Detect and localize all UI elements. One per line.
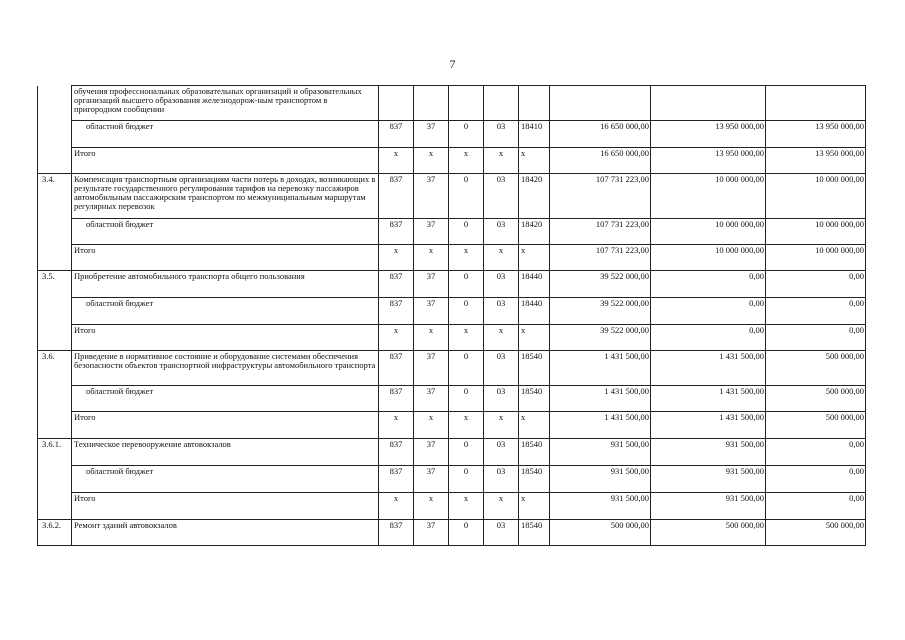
- row-name: Приобретение автомобильного транспорта общего пользования: [72, 271, 379, 298]
- code-pr: x: [414, 148, 449, 174]
- code-gr: 837: [379, 271, 414, 298]
- table-row: [38, 493, 866, 520]
- table-row: [38, 174, 866, 219]
- amount-3: 0,00: [766, 298, 866, 325]
- table-row: [38, 466, 866, 493]
- code-pp: 0: [449, 439, 484, 466]
- amount-3: 500 000,00: [766, 386, 866, 412]
- table-row: [38, 412, 866, 439]
- code-pp: 0: [449, 386, 484, 412]
- page-number: 7: [449, 57, 456, 71]
- code-csr: 18540: [519, 351, 550, 386]
- code-sub: x: [484, 325, 519, 351]
- code-csr: 18540: [519, 439, 550, 466]
- code-pp: x: [449, 325, 484, 351]
- amount-3: 10 000 000,00: [766, 245, 866, 271]
- table-row: [38, 148, 866, 174]
- row-name: Итого: [72, 412, 379, 439]
- code-pr: 37: [414, 298, 449, 325]
- code-sub: 03: [484, 298, 519, 325]
- code-pr: 37: [414, 386, 449, 412]
- amount-2: 13 950 000,00: [651, 121, 766, 148]
- row-name: Ремонт зданий автовокзалов: [72, 520, 379, 546]
- amount-2: 1 431 500,00: [651, 351, 766, 386]
- amount-1: 107 731 223,00: [550, 174, 651, 219]
- code-sub: 03: [484, 219, 519, 245]
- row-name: Приведение в нормативное состояние и оборудование системами обеспечения безопасности объектов транспортной инфраструктуры автомобильного транспорта: [72, 351, 379, 386]
- table-row: [38, 121, 866, 148]
- amount-2: 10 000 000,00: [651, 245, 766, 271]
- amount-3: 10 000 000,00: [766, 219, 866, 245]
- code-gr: 837: [379, 174, 414, 219]
- table-body: [38, 86, 866, 546]
- row-name: Компенсация транспортным организациям части потерь в доходах, возникающих в результате государственного регулирования тарифов на перевозку пассажиров автомобильным пассажирским транспортом по межмуниципальным маршрутам регулярных перевозок: [72, 174, 379, 219]
- amount-2: 500 000,00: [651, 520, 766, 546]
- row-name: обучения профессиональных образовательных организаций и образовательных организаций высшего образования железнодорож-ным транспортом в пригородном сообщении: [72, 86, 379, 121]
- amount-3: 500 000,00: [766, 412, 866, 439]
- code-gr: x: [379, 493, 414, 520]
- code-pp: [449, 86, 484, 121]
- amount-2: 931 500,00: [651, 466, 766, 493]
- code-pp: 0: [449, 466, 484, 493]
- code-csr: x: [519, 148, 550, 174]
- amount-1: [550, 86, 651, 121]
- row-name: областной бюджет: [72, 298, 379, 325]
- amount-1: 16 650 000,00: [550, 121, 651, 148]
- code-pr: 37: [414, 439, 449, 466]
- code-pr: 37: [414, 351, 449, 386]
- code-sub: 03: [484, 351, 519, 386]
- table-row: [38, 271, 866, 298]
- row-index: 3.5.: [38, 271, 72, 298]
- code-pp: 0: [449, 121, 484, 148]
- amount-1: 1 431 500,00: [550, 386, 651, 412]
- code-sub: 03: [484, 466, 519, 493]
- amount-1: 39 522 000,00: [550, 298, 651, 325]
- code-pp: x: [449, 245, 484, 271]
- code-pr: 37: [414, 174, 449, 219]
- code-gr: 837: [379, 219, 414, 245]
- code-gr: x: [379, 148, 414, 174]
- amount-2: 10 000 000,00: [651, 219, 766, 245]
- table-row: [38, 245, 866, 271]
- code-gr: x: [379, 412, 414, 439]
- row-name: Итого: [72, 148, 379, 174]
- code-gr: 837: [379, 520, 414, 546]
- code-csr: 18540: [519, 386, 550, 412]
- table-row: [38, 386, 866, 412]
- amount-2: 1 431 500,00: [651, 386, 766, 412]
- amount-1: 1 431 500,00: [550, 412, 651, 439]
- amount-1: 39 522 000,00: [550, 271, 651, 298]
- code-pr: 37: [414, 121, 449, 148]
- row-index: [38, 121, 72, 148]
- row-name: Техническое перевооружение автовокзалов: [72, 439, 379, 466]
- row-name: Итого: [72, 493, 379, 520]
- amount-2: 0,00: [651, 271, 766, 298]
- code-sub: x: [484, 493, 519, 520]
- amount-3: 0,00: [766, 271, 866, 298]
- amount-3: 0,00: [766, 493, 866, 520]
- row-index: 3.6.2.: [38, 520, 72, 546]
- code-csr: 18540: [519, 466, 550, 493]
- code-csr: 18420: [519, 174, 550, 219]
- amount-2: 931 500,00: [651, 439, 766, 466]
- code-csr: 18420: [519, 219, 550, 245]
- code-sub: x: [484, 412, 519, 439]
- budget-table: [37, 85, 866, 546]
- amount-2: 931 500,00: [651, 493, 766, 520]
- table-row: [38, 86, 866, 121]
- code-pr: [414, 86, 449, 121]
- amount-3: 500 000,00: [766, 520, 866, 546]
- code-pp: x: [449, 493, 484, 520]
- row-index: [38, 386, 72, 412]
- code-csr: 18540: [519, 520, 550, 546]
- amount-2: 0,00: [651, 298, 766, 325]
- code-sub: [484, 86, 519, 121]
- code-pp: 0: [449, 351, 484, 386]
- code-csr: x: [519, 493, 550, 520]
- amount-3: 0,00: [766, 439, 866, 466]
- code-pp: x: [449, 412, 484, 439]
- amount-1: 107 731 223,00: [550, 219, 651, 245]
- amount-2: [651, 86, 766, 121]
- code-pp: 0: [449, 174, 484, 219]
- amount-3: 10 000 000,00: [766, 174, 866, 219]
- row-name: областной бюджет: [72, 219, 379, 245]
- amount-1: 39 522 000,00: [550, 325, 651, 351]
- amount-1: 931 500,00: [550, 493, 651, 520]
- amount-1: 16 650 000,00: [550, 148, 651, 174]
- row-index: [38, 493, 72, 520]
- row-index: [38, 86, 72, 121]
- code-csr: x: [519, 325, 550, 351]
- code-pr: 37: [414, 520, 449, 546]
- code-pp: 0: [449, 298, 484, 325]
- row-name: областной бюджет: [72, 466, 379, 493]
- code-pp: 0: [449, 271, 484, 298]
- code-gr: x: [379, 325, 414, 351]
- code-sub: 03: [484, 271, 519, 298]
- row-index: [38, 219, 72, 245]
- code-pr: x: [414, 493, 449, 520]
- code-gr: 837: [379, 466, 414, 493]
- row-index: [38, 245, 72, 271]
- amount-2: 1 431 500,00: [651, 412, 766, 439]
- code-pr: 37: [414, 219, 449, 245]
- row-index: 3.6.1.: [38, 439, 72, 466]
- code-gr: 837: [379, 121, 414, 148]
- amount-2: 13 950 000,00: [651, 148, 766, 174]
- table-row: [38, 439, 866, 466]
- code-gr: [379, 86, 414, 121]
- code-pp: x: [449, 148, 484, 174]
- code-gr: 837: [379, 439, 414, 466]
- code-pr: x: [414, 412, 449, 439]
- code-csr: 18410: [519, 121, 550, 148]
- amount-1: 500 000,00: [550, 520, 651, 546]
- amount-3: 500 000,00: [766, 351, 866, 386]
- row-index: [38, 325, 72, 351]
- row-name: областной бюджет: [72, 121, 379, 148]
- row-name: Итого: [72, 245, 379, 271]
- row-index: [38, 466, 72, 493]
- code-sub: 03: [484, 121, 519, 148]
- row-index: [38, 148, 72, 174]
- code-sub: 03: [484, 386, 519, 412]
- code-pr: 37: [414, 271, 449, 298]
- table-row: [38, 520, 866, 546]
- code-csr: [519, 86, 550, 121]
- code-gr: x: [379, 245, 414, 271]
- code-sub: 03: [484, 439, 519, 466]
- amount-3: 13 950 000,00: [766, 148, 866, 174]
- amount-3: [766, 86, 866, 121]
- row-name: Итого: [72, 325, 379, 351]
- amount-1: 931 500,00: [550, 439, 651, 466]
- amount-1: 931 500,00: [550, 466, 651, 493]
- code-csr: x: [519, 245, 550, 271]
- row-index: 3.4.: [38, 174, 72, 219]
- amount-3: 0,00: [766, 325, 866, 351]
- row-index: [38, 412, 72, 439]
- code-pr: x: [414, 245, 449, 271]
- code-pr: 37: [414, 466, 449, 493]
- code-gr: 837: [379, 298, 414, 325]
- row-name: областной бюджет: [72, 386, 379, 412]
- amount-1: 107 731 223,00: [550, 245, 651, 271]
- amount-2: 10 000 000,00: [651, 174, 766, 219]
- code-pp: 0: [449, 219, 484, 245]
- code-pp: 0: [449, 520, 484, 546]
- amount-1: 1 431 500,00: [550, 351, 651, 386]
- row-index: [38, 298, 72, 325]
- amount-3: 13 950 000,00: [766, 121, 866, 148]
- code-gr: 837: [379, 351, 414, 386]
- table-row: [38, 351, 866, 386]
- code-gr: 837: [379, 386, 414, 412]
- code-csr: 18440: [519, 271, 550, 298]
- code-sub: 03: [484, 174, 519, 219]
- code-csr: 18440: [519, 298, 550, 325]
- code-sub: x: [484, 245, 519, 271]
- row-index: 3.6.: [38, 351, 72, 386]
- table-row: [38, 325, 866, 351]
- table-row: [38, 298, 866, 325]
- amount-2: 0,00: [651, 325, 766, 351]
- code-csr: x: [519, 412, 550, 439]
- code-pr: x: [414, 325, 449, 351]
- code-sub: x: [484, 148, 519, 174]
- table-row: [38, 219, 866, 245]
- code-sub: 03: [484, 520, 519, 546]
- amount-3: 0,00: [766, 466, 866, 493]
